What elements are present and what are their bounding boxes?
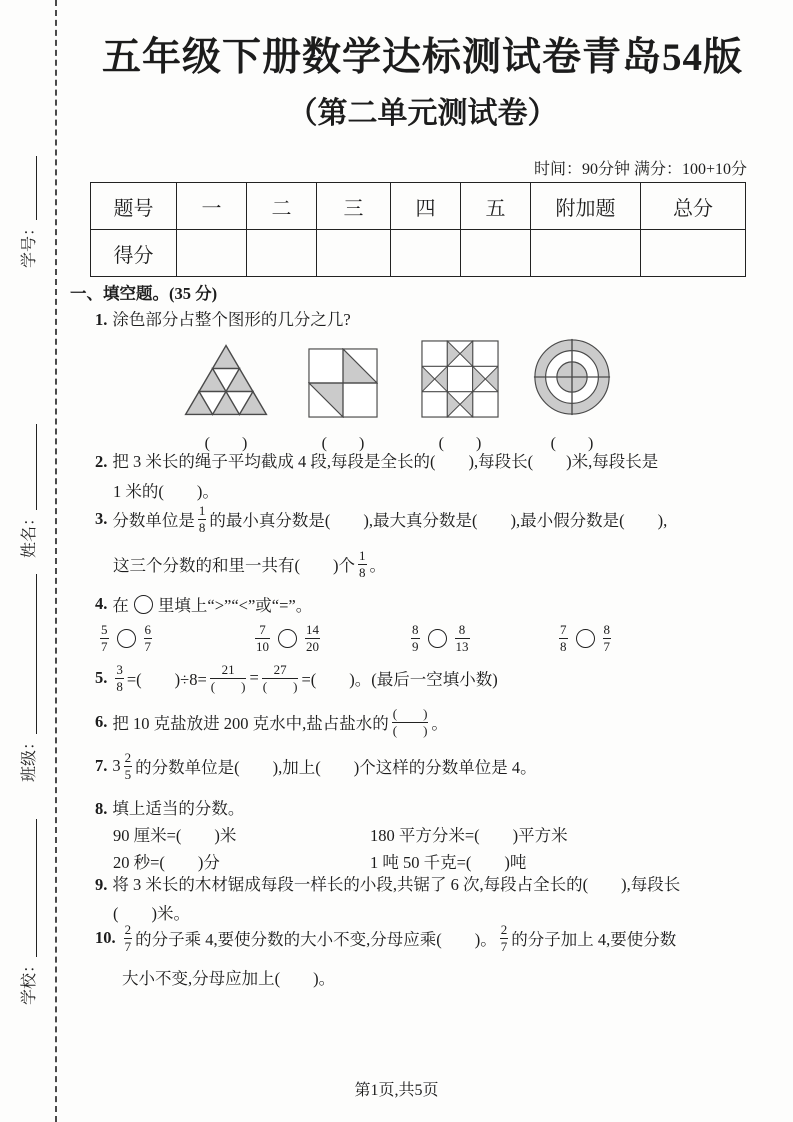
score-cell [317, 230, 391, 277]
comparison-pair [252, 622, 323, 654]
question-5 [95, 662, 498, 694]
question-6-text: 。 [431, 714, 448, 734]
figure-2-answer-blank: ( ) [321, 435, 365, 452]
name-blank [22, 424, 37, 510]
shaded-square-figure [308, 348, 378, 418]
mixed-number-whole: 3 [112, 756, 121, 776]
question-3-text: 的最小真分数是( ),最大真分数是( ),最小假分数是( ), [209, 511, 668, 531]
question-1 [95, 306, 351, 330]
class-field [16, 574, 39, 782]
score-header-cell: 一 [177, 183, 247, 230]
shaded-concentric-circles-figure [531, 336, 613, 418]
score-header-cell: 二 [247, 183, 317, 230]
question-2-line1 [95, 448, 658, 472]
page-subtitle: （第二单元测试卷） [287, 97, 558, 130]
question-5-number: 5. [95, 668, 108, 688]
question-2-line2: 1 米的( )。 [113, 482, 219, 501]
fraction-left: $\frac{7}{10}$ [256, 622, 269, 654]
question-8-heading [95, 795, 244, 819]
figure-4-block [512, 334, 632, 453]
fraction-right: $\frac{14}{20}$ [306, 622, 319, 654]
question-2-text: 把 3 米长的绳子平均截成 4 段,每段是全长的( ),每段长( )米,每段长是 [112, 452, 659, 471]
fraction-right: $\frac{8}{13}$ [455, 622, 469, 654]
school-field [16, 819, 39, 1005]
figure-holder [166, 334, 286, 418]
page-number: 第1页,共5页 [354, 1082, 439, 1099]
score-table [90, 182, 746, 277]
fraction-2-7: $\frac{2}{7}$ [124, 922, 132, 954]
fraction-right: $\frac{6}{7}$ [144, 622, 151, 654]
question-3-text: 。 [369, 556, 386, 576]
name-field [16, 424, 39, 558]
score-table-score-row [91, 230, 746, 277]
question-8-item: 180 平方分米=( )平方米 [370, 826, 568, 845]
comparison-circle [278, 629, 297, 648]
school-blank [22, 819, 37, 957]
question-4-text: 在 [112, 596, 129, 615]
question-7-text: 的分数单位是( ),加上( )个这样的分数单位是 4。 [135, 758, 537, 778]
figure-3-answer-blank: ( ) [438, 435, 482, 452]
question-4-text: 里填上“>”“<”或“=”。 [157, 596, 313, 615]
fraction-left: $\frac{8}{9}$ [412, 622, 419, 654]
page-title: 五年级下册数学达标测试卷青岛54版 [101, 36, 743, 79]
comparison-circle [117, 629, 136, 648]
question-6-number: 6. [95, 712, 108, 732]
score-header-cell: 总分 [641, 183, 746, 230]
question-5-note: (最后一空填小数) [371, 670, 498, 690]
fraction-2-7: $\frac{2}{7}$ [500, 922, 508, 954]
question-8-item: 1 吨 50 千克=( )吨 [370, 853, 527, 872]
school-label: 学校： [21, 956, 38, 1005]
question-8-item: 20 秒=( )分 [113, 853, 220, 872]
question-5-text: = [249, 668, 259, 688]
question-10-line1 [95, 922, 676, 954]
figure-2-block [283, 334, 403, 453]
fraction-blank-blank: $\frac{( )}{( )}$ [392, 706, 428, 738]
fraction-right: $\frac{8}{7}$ [603, 622, 610, 654]
question-8-number: 8. [95, 799, 108, 818]
figure-1-block [166, 334, 286, 453]
fraction-2-5: $\frac{2}{5}$ [124, 750, 132, 782]
score-header-cell: 附加题 [531, 183, 641, 230]
question-8-text: 填上适当的分数。 [112, 799, 245, 818]
question-7-number: 7. [95, 756, 108, 776]
figure-3-block [400, 334, 520, 453]
figure-holder [283, 334, 403, 418]
question-9-number: 9. [95, 875, 108, 894]
score-table-header-row [91, 183, 746, 230]
question-1-number: 1. [95, 310, 108, 329]
student-id-label: 学号： [21, 219, 38, 268]
comparison-pair [408, 622, 473, 654]
question-4-heading [95, 592, 312, 616]
question-9-line2: ( )米。 [113, 904, 190, 923]
fraction-1-8: $\frac{1}{8}$ [359, 548, 366, 580]
score-cell [391, 230, 461, 277]
question-5-text: =( )。 [301, 670, 372, 690]
question-8-item: 90 厘米=( )米 [113, 826, 237, 845]
question-6 [95, 706, 448, 738]
question-3-line1 [95, 503, 667, 535]
question-10-number: 10. [95, 928, 116, 948]
question-3-number: 3. [95, 509, 108, 529]
score-header-cell: 三 [317, 183, 391, 230]
question-10-text: 的分子乘 4,要使分数的大小不变,分母应乘( )。 [135, 930, 497, 950]
score-header-cell: 四 [391, 183, 461, 230]
question-4-number: 4. [95, 594, 108, 613]
score-cell [531, 230, 641, 277]
section1-heading: 一、填空题。(35 分) [70, 284, 218, 303]
question-3-line2 [113, 548, 386, 580]
figure-holder [400, 334, 520, 418]
fraction-left: $\frac{5}{7}$ [101, 622, 108, 654]
comparison-pair [556, 622, 614, 654]
question-3-text: 这三个分数的和里一共有( )个 [113, 556, 355, 576]
shaded-triangle-figure [182, 342, 270, 418]
shaded-star-grid-figure [421, 340, 499, 418]
score-row-label: 得分 [91, 230, 177, 277]
fraction-27-blank: $\frac{27}{( )}$ [262, 662, 298, 694]
figure-4-answer-blank: ( ) [550, 435, 594, 452]
figure-holder [512, 334, 632, 418]
question-9-text: 将 3 米长的木材锯成每段一样长的小段,共锯了 6 次,每段占全长的( ),每段长 [112, 875, 681, 894]
question-3-text: 分数单位是 [112, 511, 195, 531]
exam-meta: 时间：90分钟 满分：100+10分 [533, 161, 747, 178]
question-10-text: 的分子加上 4,要使分数 [511, 930, 677, 950]
fraction-left: $\frac{7}{8}$ [560, 622, 567, 654]
score-header-cell: 五 [461, 183, 531, 230]
fraction-3-8: $\frac{3}{8}$ [116, 662, 123, 694]
score-cell [641, 230, 746, 277]
comparison-circle [428, 629, 447, 648]
question-2-number: 2. [95, 452, 108, 471]
class-label: 班级： [21, 733, 38, 782]
question-10-line2: 大小不变,分母应加上( )。 [122, 969, 336, 988]
comparison-circle-icon [134, 595, 153, 614]
score-cell [461, 230, 531, 277]
fraction-21-blank: $\frac{21}{( )}$ [210, 662, 246, 694]
score-header-cell: 题号 [91, 183, 177, 230]
question-6-text: 把 10 克盐放进 200 克水中,盐占盐水的 [112, 714, 389, 734]
comparison-pair [97, 622, 155, 654]
question-5-text: =( )÷8= [126, 670, 207, 690]
score-cell [247, 230, 317, 277]
question-9-line1 [95, 871, 680, 895]
question-7 [95, 750, 537, 782]
score-cell [177, 230, 247, 277]
figure-1-answer-blank: ( ) [204, 435, 248, 452]
comparison-circle [576, 629, 595, 648]
fraction-1-8: $\frac{1}{8}$ [198, 503, 206, 535]
class-blank [22, 574, 37, 734]
name-label: 姓名： [21, 509, 38, 558]
question-1-text: 涂色部分占整个图形的几分之几? [112, 310, 351, 329]
